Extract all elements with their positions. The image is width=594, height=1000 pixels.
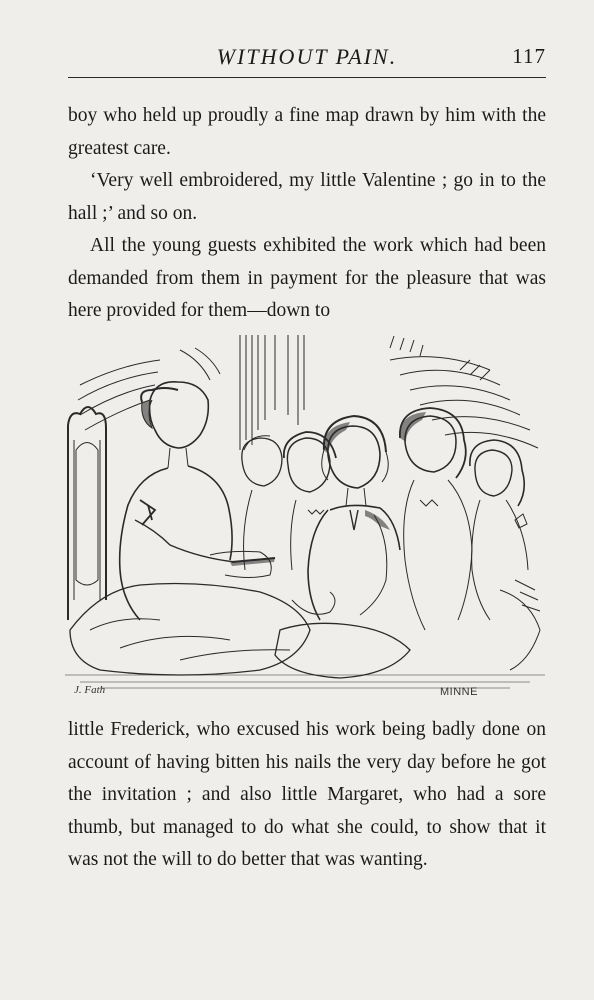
running-title: WITHOUT PAIN. — [216, 44, 398, 69]
engraver-signature: MINNE — [440, 686, 478, 698]
running-head — [68, 44, 546, 74]
header-rule — [68, 77, 546, 78]
artist-signature: J. Fath — [74, 684, 106, 696]
paragraph-continued: boy who held up proudly a fine map drawn by him with the greatest care. — [68, 105, 546, 159]
text-block-bottom — [68, 714, 546, 877]
engraving-drawing — [60, 330, 550, 705]
paragraph-quote: ‘Very well embroidered, my little Valentine ; go in to the hall ;’ and so on. — [68, 170, 546, 224]
paragraph-frederick: little Frederick, who excused his work being badly done on account of having bitten his nails the very day before he got the invitation ; and also little Margaret, who had a sore thumb, but managed to do what she could, to show that it was not the will to do better that was wanting. — [68, 719, 546, 870]
page-number: 117 — [512, 44, 546, 68]
paragraph-guests: All the young guests exhibited the work which had been demanded from them in payment for the pleasure that was here provided for them—down to — [68, 235, 546, 321]
engraving-illustration — [60, 330, 550, 705]
text-block-top — [68, 100, 546, 328]
